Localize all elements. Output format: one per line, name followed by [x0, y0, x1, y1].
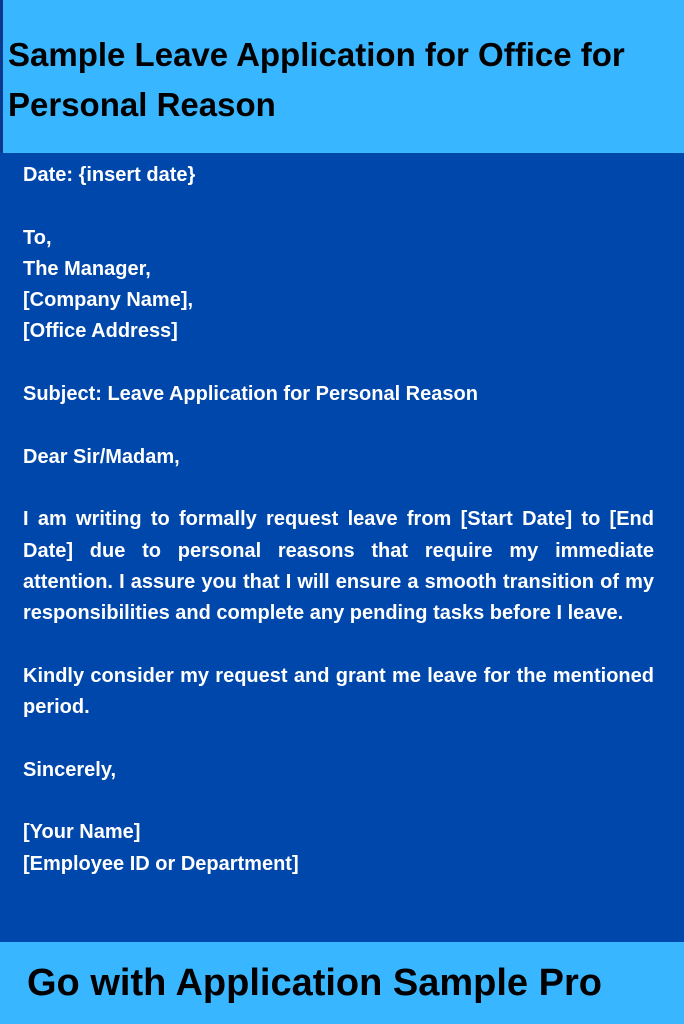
date-line: Date: {insert date} — [23, 164, 196, 186]
body-paragraph-1: I am writing to formally request leave from [Start Date] to [End Date] due to personal reasons that require my immediate attention. I assure you that I will ensure a smooth transition of my responsibilities and complete any pending tasks before I leave. — [23, 508, 654, 625]
letter-body — [23, 160, 654, 880]
signature-block — [23, 817, 654, 880]
recipient-title: The Manager, — [23, 257, 151, 280]
page-title: Sample Leave Application for Office for Personal Reason — [8, 36, 625, 123]
salutation-to: To, — [23, 226, 52, 249]
office-address: [Office Address] — [23, 320, 178, 343]
company-name: [Company Name], — [23, 289, 194, 312]
body-paragraph-2: Kindly consider my request and grant me leave for the mentioned period. — [23, 664, 654, 719]
footer-text: Go with Application Sample Pro — [27, 962, 602, 1004]
closing: Sincerely, — [23, 758, 117, 781]
signature-id: [Employee ID or Department] — [23, 852, 299, 875]
recipient-block — [23, 223, 654, 348]
subject-line: Subject: Leave Application for Personal Reason — [23, 383, 478, 406]
header-banner — [0, 0, 684, 153]
signature-name: [Your Name] — [23, 821, 141, 844]
greeting: Dear Sir/Madam, — [23, 445, 180, 468]
footer-banner — [0, 942, 684, 1024]
